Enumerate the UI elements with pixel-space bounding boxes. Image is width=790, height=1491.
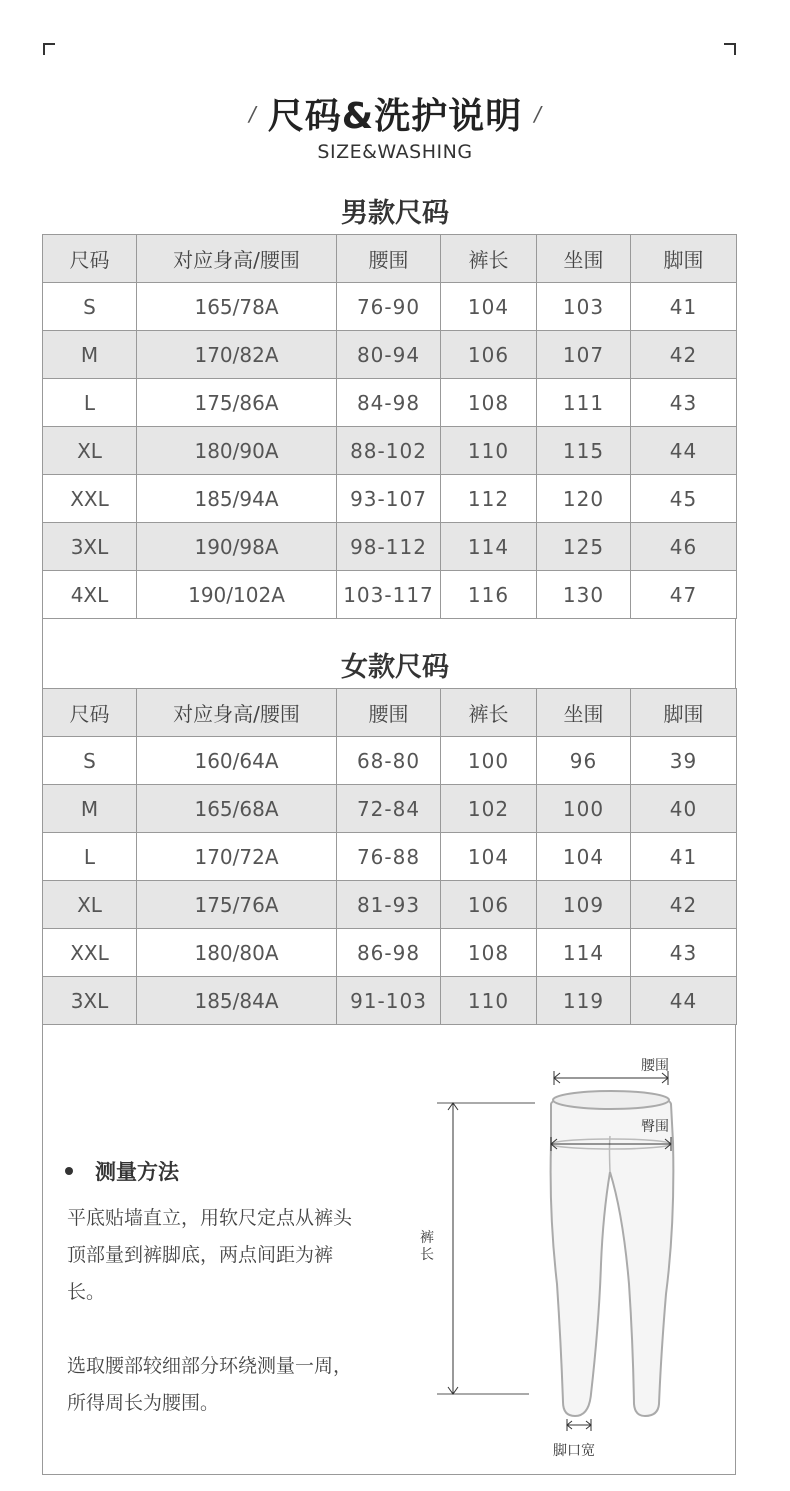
women-column-header: 脚围 [631, 689, 737, 737]
pants-diagram [420, 1024, 737, 1475]
women-table-cell: 104 [441, 833, 537, 881]
men-size-title: 男款尺码 [341, 198, 449, 229]
women-table-cell: 39 [631, 737, 737, 785]
title-row [249, 88, 541, 139]
men-table-cell: 103 [537, 283, 631, 331]
women-table-row [43, 977, 737, 1025]
women-table-cell: 119 [537, 977, 631, 1025]
men-table-row [43, 283, 737, 331]
men-table-cell: 185/94A [137, 475, 337, 523]
women-table-cell: 40 [631, 785, 737, 833]
men-table-cell: 180/90A [137, 427, 337, 475]
women-table-cell: 86-98 [337, 929, 441, 977]
men-table-cell: 120 [537, 475, 631, 523]
men-table-cell: 41 [631, 283, 737, 331]
women-table-cell: 180/80A [137, 929, 337, 977]
crotch-seam [610, 1136, 611, 1172]
men-table-cell: 112 [441, 475, 537, 523]
page-subtitle: SIZE&WASHING [317, 141, 473, 163]
men-table-cell: 47 [631, 571, 737, 619]
women-table-cell: 108 [441, 929, 537, 977]
men-table-row [43, 427, 737, 475]
men-table-cell: L [43, 379, 137, 427]
men-table-cell: S [43, 283, 137, 331]
women-size-title: 女款尺码 [341, 652, 449, 683]
women-table-row [43, 737, 737, 785]
measurement-panel [42, 1024, 736, 1475]
men-table-cell: 175/86A [137, 379, 337, 427]
men-table-cell: 98-112 [337, 523, 441, 571]
men-size-table [42, 234, 737, 619]
men-table-cell: M [43, 331, 137, 379]
bullet-icon [65, 1167, 73, 1175]
men-table-cell: 88-102 [337, 427, 441, 475]
title-slash-left: / [249, 101, 256, 126]
women-table-cell: 104 [537, 833, 631, 881]
men-column-header: 脚围 [631, 235, 737, 283]
women-table-cell: 100 [441, 737, 537, 785]
pants-diagram-graphic [423, 1024, 737, 1475]
men-table-row [43, 475, 737, 523]
men-table-cell: 84-98 [337, 379, 441, 427]
length-label: 裤 长 [420, 1230, 434, 1263]
men-table-cell: 108 [441, 379, 537, 427]
women-table-row [43, 929, 737, 977]
women-table-cell: S [43, 737, 137, 785]
men-table-cell: 114 [441, 523, 537, 571]
men-table-cell: 76-90 [337, 283, 441, 331]
men-table-cell: 46 [631, 523, 737, 571]
men-column-header: 对应身高/腰围 [137, 235, 337, 283]
women-table-row [43, 833, 737, 881]
men-table-cell: 80-94 [337, 331, 441, 379]
men-column-header: 尺码 [43, 235, 137, 283]
women-table-cell: 106 [441, 881, 537, 929]
men-table-cell: 115 [537, 427, 631, 475]
women-size-table [42, 688, 737, 1025]
women-table-cell: 76-88 [337, 833, 441, 881]
men-table-cell: 116 [441, 571, 537, 619]
men-column-header: 腰围 [337, 235, 441, 283]
women-table-cell: 44 [631, 977, 737, 1025]
men-column-header: 坐围 [537, 235, 631, 283]
men-table-cell: 190/102A [137, 571, 337, 619]
waistband [553, 1091, 669, 1109]
women-table-cell: 41 [631, 833, 737, 881]
men-table-row [43, 331, 737, 379]
page-header [0, 88, 790, 163]
women-table-cell: 175/76A [137, 881, 337, 929]
men-table-cell: 165/78A [137, 283, 337, 331]
women-table-header [43, 689, 737, 737]
women-table-row [43, 881, 737, 929]
women-column-header: 腰围 [337, 689, 441, 737]
corner-mark-top-right [724, 43, 736, 55]
women-table-cell: 91-103 [337, 977, 441, 1025]
women-table-cell: 160/64A [137, 737, 337, 785]
measure-title: 测量方法 [95, 1160, 179, 1184]
women-table-row [43, 785, 737, 833]
men-table-cell: 93-107 [337, 475, 441, 523]
women-table-cell: 81-93 [337, 881, 441, 929]
women-column-header: 对应身高/腰围 [137, 689, 337, 737]
hem-label: 脚口宽 [553, 1443, 595, 1459]
women-table-cell: 42 [631, 881, 737, 929]
men-table-cell: 110 [441, 427, 537, 475]
women-table-cell: 100 [537, 785, 631, 833]
men-table-row [43, 379, 737, 427]
corner-mark-top-left [43, 43, 55, 55]
women-table-cell: 114 [537, 929, 631, 977]
women-table-cell: 165/68A [137, 785, 337, 833]
women-table-cell: 43 [631, 929, 737, 977]
measure-instruction-waist: 选取腰部较细部分环绕测量一周，所得周长为腰围。 [67, 1355, 353, 1414]
title-slash-right: / [534, 101, 541, 126]
women-table-cell: 109 [537, 881, 631, 929]
men-table-cell: XXL [43, 475, 137, 523]
men-table-cell: 111 [537, 379, 631, 427]
men-table-cell: 190/98A [137, 523, 337, 571]
men-table-cell: 3XL [43, 523, 137, 571]
men-table-cell: 104 [441, 283, 537, 331]
men-table-cell: 130 [537, 571, 631, 619]
men-table-cell: 4XL [43, 571, 137, 619]
women-table-cell: 72-84 [337, 785, 441, 833]
men-column-header: 裤长 [441, 235, 537, 283]
women-table-cell: 3XL [43, 977, 137, 1025]
women-table-cell: 68-80 [337, 737, 441, 785]
measure-heading [65, 1156, 179, 1186]
women-table-cell: L [43, 833, 137, 881]
page-title: 尺码&洗护说明 [267, 96, 523, 137]
men-table-cell: XL [43, 427, 137, 475]
men-table-cell: 170/82A [137, 331, 337, 379]
women-table-cell: XL [43, 881, 137, 929]
men-table-cell: 45 [631, 475, 737, 523]
men-table-cell: 103-117 [337, 571, 441, 619]
pants-silhouette [551, 1094, 674, 1416]
hip-label: 臀围 [641, 1119, 669, 1135]
measure-instruction-length: 平底贴墙直立，用软尺定点从裤头顶部量到裤脚底，两点间距为裤长。 [67, 1207, 353, 1303]
women-column-header: 坐围 [537, 689, 631, 737]
men-table-header [43, 235, 737, 283]
men-table-cell: 106 [441, 331, 537, 379]
women-table-cell: 110 [441, 977, 537, 1025]
waist-label: 腰围 [641, 1058, 669, 1074]
women-table-cell: 170/72A [137, 833, 337, 881]
men-table-cell: 125 [537, 523, 631, 571]
men-table-cell: 42 [631, 331, 737, 379]
women-table-cell: 102 [441, 785, 537, 833]
women-table-cell: XXL [43, 929, 137, 977]
men-table-row [43, 571, 737, 619]
women-column-header: 裤长 [441, 689, 537, 737]
women-table-cell: 185/84A [137, 977, 337, 1025]
women-table-cell: M [43, 785, 137, 833]
men-table-row [43, 523, 737, 571]
men-table-cell: 44 [631, 427, 737, 475]
women-table-cell: 96 [537, 737, 631, 785]
men-table-cell: 43 [631, 379, 737, 427]
women-column-header: 尺码 [43, 689, 137, 737]
men-table-cell: 107 [537, 331, 631, 379]
